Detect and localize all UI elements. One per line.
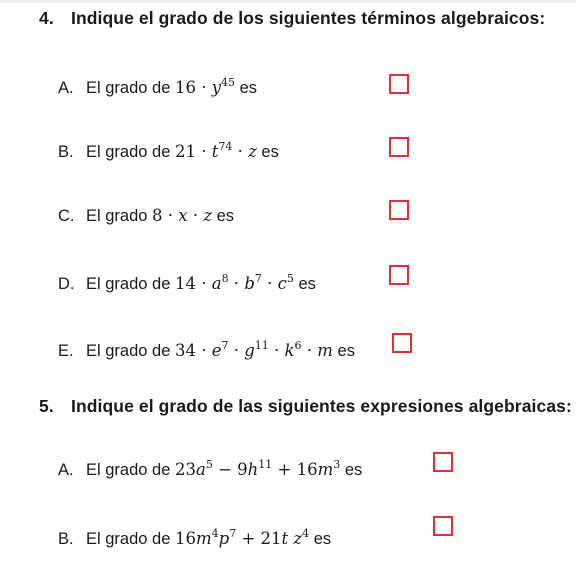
answer-checkbox-5a[interactable] <box>433 452 453 472</box>
item-letter: C. <box>58 207 75 225</box>
item-suffix: es <box>309 530 332 548</box>
item-letter: B. <box>58 530 74 548</box>
math-expression: $34 \cdot e^7 \cdot g^{11} \cdot k^6 \cdot m$ <box>174 339 333 360</box>
question-5-text: Indique el grado de las siguientes expresiones algebraicas: <box>71 396 572 416</box>
item-letter: B. <box>58 143 74 161</box>
q4-item-d <box>58 274 316 294</box>
item-letter: A. <box>58 461 74 479</box>
item-prefix: El grado <box>86 207 153 225</box>
item-prefix: El grado de <box>86 342 175 360</box>
answer-checkbox-5b[interactable] <box>433 516 453 536</box>
q4-item-b <box>58 142 279 162</box>
item-letter: E. <box>58 342 74 360</box>
item-prefix: El grado de <box>86 530 175 548</box>
top-rule <box>0 0 576 3</box>
item-prefix: El grado de <box>86 275 175 293</box>
item-suffix: es <box>256 143 279 161</box>
answer-checkbox-4b[interactable] <box>389 137 409 157</box>
math-expression: 8 · x · z <box>152 206 213 225</box>
question-4-number: 4. <box>39 8 54 28</box>
answer-checkbox-4c[interactable] <box>389 200 409 220</box>
math-expression: $21 \cdot t^{74} \cdot z$ <box>174 140 257 161</box>
question-4-title <box>39 8 545 29</box>
math-expression: $14 \cdot a^8 \cdot b^7 \cdot c^5$ <box>174 272 294 293</box>
item-suffix: es <box>235 79 258 97</box>
item-prefix: El grado de <box>86 143 175 161</box>
answer-checkbox-4a[interactable] <box>389 74 409 94</box>
question-4-text: Indique el grado de los siguientes términos algebraicos: <box>71 8 546 28</box>
math-expression: $16m^4p^7 + 21t$ $z^4$ <box>174 527 310 548</box>
math-expression: $16 \cdot y^{45}$ <box>174 76 236 97</box>
item-letter: A. <box>58 79 74 97</box>
q4-item-e <box>58 341 355 361</box>
q5-item-b <box>58 529 331 549</box>
answer-checkbox-4e[interactable] <box>392 333 412 353</box>
question-5-title <box>39 396 572 417</box>
item-prefix: El grado de <box>86 461 175 479</box>
q4-item-a <box>58 78 257 98</box>
q4-item-c <box>58 206 234 226</box>
q5-item-a <box>58 460 362 480</box>
math-expression: $23a^5 - 9h^{11} + 16m^3$ <box>174 458 341 479</box>
item-suffix: es <box>340 461 363 479</box>
item-suffix: es <box>212 207 235 225</box>
item-suffix: es <box>293 275 316 293</box>
question-5-number: 5. <box>39 396 54 416</box>
item-prefix: El grado de <box>86 79 175 97</box>
item-letter: D. <box>58 275 75 293</box>
answer-checkbox-4d[interactable] <box>389 265 409 285</box>
item-suffix: es <box>332 342 355 360</box>
